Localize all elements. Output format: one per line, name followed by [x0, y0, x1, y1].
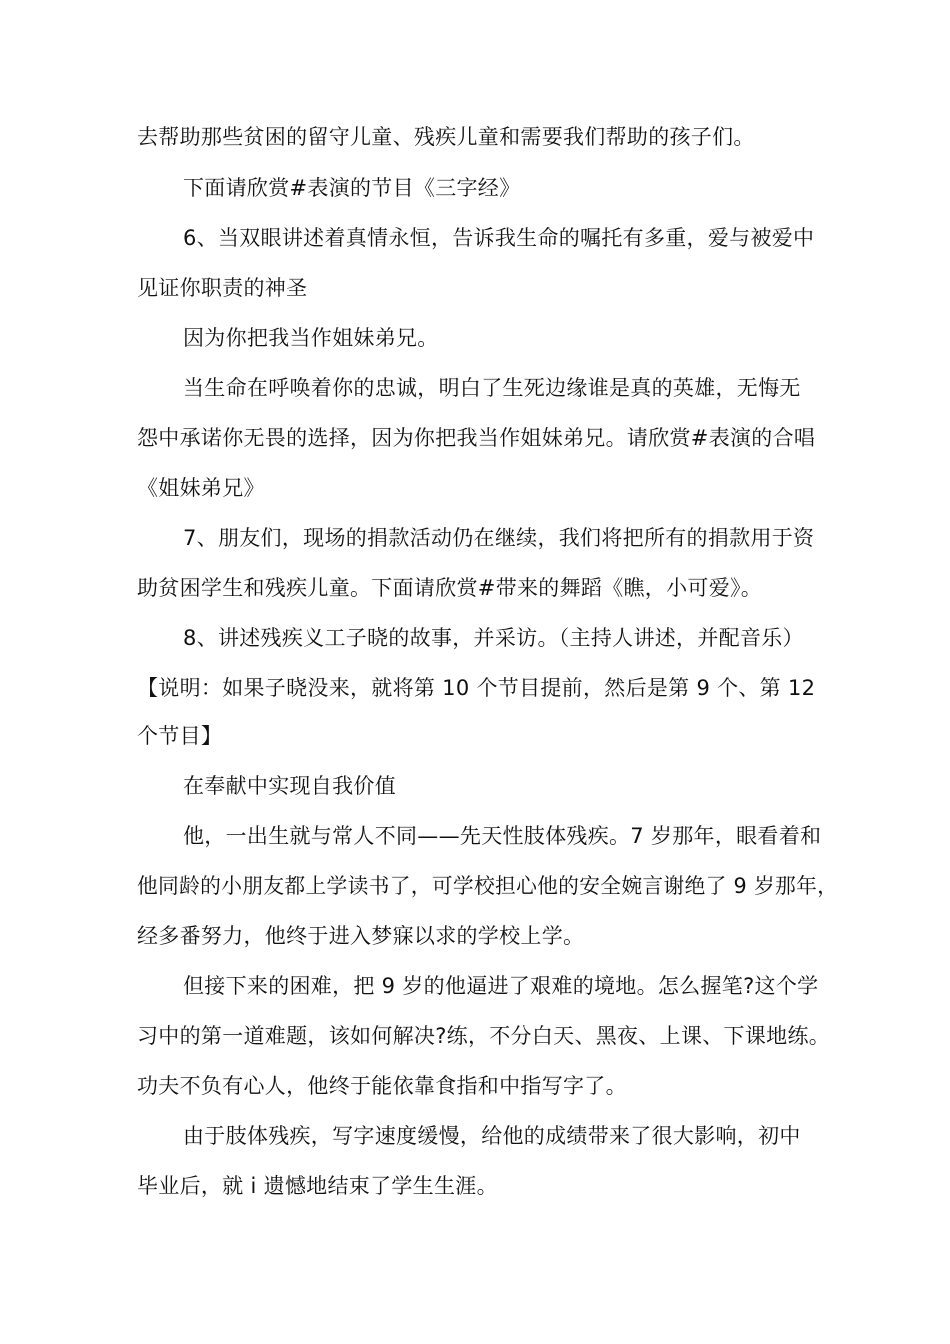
text-line-20: 功夫不负有心人，他终于能依靠食指和中指写字了。 [137, 1074, 627, 1098]
text-line-7: 怨中承诺你无畏的选择，因为你把我当作姐妹弟兄。请欣赏#表演的合唱 [137, 426, 816, 450]
text-line-12: 【说明：如果子晓没来，就将第 10 个节目提前，然后是第 9 个、第 12 [137, 676, 816, 700]
text-line-18: 但接下来的困难，把 9 岁的他逼进了艰难的境地。怎么握笔?这个学 [183, 974, 819, 998]
text-line-16: 他同龄的小朋友都上学读书了，可学校担心他的安全婉言谢绝了 9 岁那年， [137, 874, 839, 898]
text-line-10: 助贫困学生和残疾儿童。下面请欣赏#带来的舞蹈《瞧，小可爱》。 [137, 576, 763, 600]
text-line-17: 经多番努力，他终于进入梦寐以求的学校上学。 [137, 924, 585, 948]
text-line-11: 8、讲述残疾义工子晓的故事，并采访。（主持人讲述，并配音乐） [183, 626, 804, 650]
text-line-14: 在奉献中实现自我价值 [183, 774, 396, 798]
text-line-1: 去帮助那些贫困的留守儿童、残疾儿童和需要我们帮助的孩子们。 [137, 125, 755, 149]
text-line-9: 7、朋友们，现场的捐款活动仍在继续，我们将把所有的捐款用于资 [183, 526, 815, 550]
text-line-6: 当生命在呼唤着你的忠诚，明白了生死边缘谁是真的英雄，无悔无 [183, 376, 801, 400]
text-line-13: 个节目】 [137, 724, 223, 748]
text-line-21: 由于肢体残疾，写字速度缓慢，给他的成绩带来了很大影响，初中 [183, 1124, 801, 1148]
text-line-22: 毕业后，就 i 遗憾地结束了学生生涯。 [137, 1174, 498, 1198]
text-line-15: 他，一出生就与常人不同——先天性肢体残疾。7 岁那年，眼看着和 [183, 824, 822, 848]
text-line-2: 下面请欣赏#表演的节目《三字经》 [183, 176, 521, 200]
text-line-4: 见证你职责的神圣 [137, 276, 308, 300]
text-line-3: 6、当双眼讲述着真情永恒，告诉我生命的嘱托有多重，爱与被爱中 [183, 226, 815, 250]
text-line-19: 习中的第一道难题，该如何解决?练，不分白天、黑夜、上课、下课地练。 [137, 1024, 831, 1048]
text-line-8: 《姐妹弟兄》 [137, 476, 265, 500]
text-line-5: 因为你把我当作姐妹弟兄。 [183, 326, 439, 350]
